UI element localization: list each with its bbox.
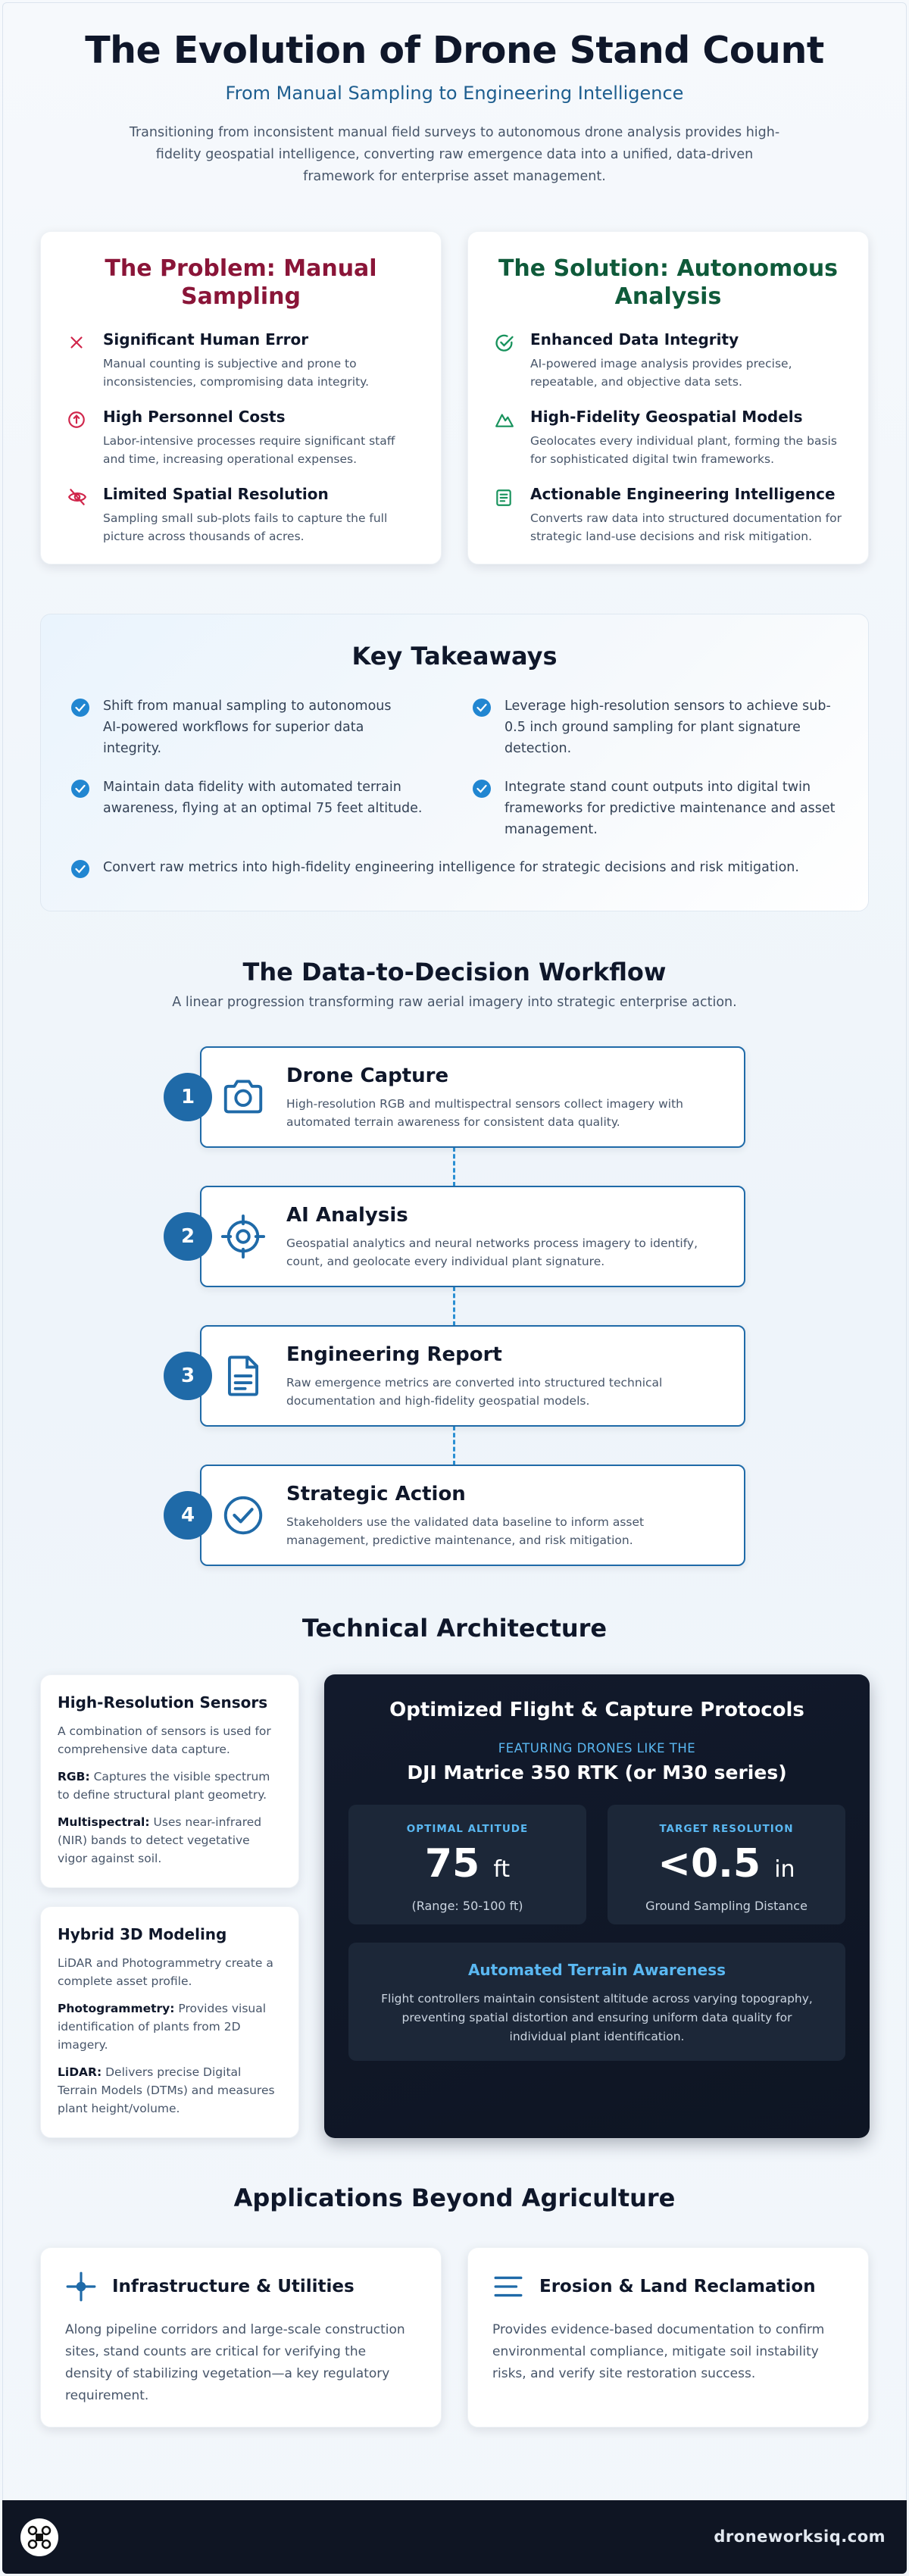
altitude-note: (Range: 50-100 ft) <box>411 1899 523 1913</box>
takeaway-item <box>71 857 844 878</box>
x-icon <box>67 330 89 391</box>
check-circle-icon <box>494 330 517 391</box>
solution-item-text: Geolocates every individual plant, forming the basis for sophisticated digital twin frameworks. <box>530 434 837 466</box>
resolution-note: Ground Sampling Distance <box>645 1899 807 1913</box>
workflow-step-text: Stakeholders use the validated data baseline to inform asset management, predictive maintenance, and risk mitigation. <box>286 1515 645 1547</box>
modeling-lidar: LiDAR: Delivers precise Digital Terrain Models (DTMs) and measures plant height/volume. <box>58 2065 275 2115</box>
takeaway-text: Leverage high-resolution sensors to achieve sub-0.5 inch ground sampling for plant signature detection. <box>504 699 831 756</box>
workflow-step-title: Strategic Action <box>286 1483 466 1505</box>
workflow-step-number: 3 <box>164 1352 212 1400</box>
problem-item <box>67 408 415 468</box>
check-circle-icon <box>220 1492 267 1539</box>
hero-header <box>0 29 909 188</box>
document-icon <box>494 485 517 546</box>
sensors-intro: A combination of sensors is used for comprehensive data capture. <box>58 1724 271 1756</box>
workflow-subtitle: A linear progression transforming raw aerial imagery into strategic enterprise action. <box>172 995 737 1010</box>
check-icon <box>71 780 89 798</box>
workflow-step-number: 2 <box>164 1212 212 1261</box>
problem-item-text: Labor-intensive processes require significant staff and time, increasing operational expenses. <box>103 434 395 466</box>
modeling-photogrammetry: Photogrammetry: Provides visual identification of plants from 2D imagery. <box>58 2002 267 2052</box>
mountain-icon <box>494 408 517 468</box>
takeaway-text: Integrate stand count outputs into digital twin frameworks for predictive maintenance and asset management. <box>504 780 836 837</box>
sensors-multispectral: Multispectral: Uses near-infrared (NIR) bands to detect vegetative vigor against soil. <box>58 1815 262 1865</box>
architecture-title: Technical Architecture <box>301 1614 608 1643</box>
solution-card <box>467 231 869 564</box>
page-intro: Transitioning from inconsistent manual field surveys to autonomous drone analysis provides high-fidelity geospatial intelligence, converting raw emergence data into a unified, data-driven framework for enterprise asset management. <box>129 125 780 184</box>
cost-icon <box>67 408 89 468</box>
solution-item-title: Actionable Engineering Intelligence <box>530 485 836 503</box>
takeaway-text: Shift from manual sampling to autonomous AI-powered workflows for superior data integrity. <box>103 699 392 756</box>
problem-item-title: High Personnel Costs <box>103 408 286 426</box>
brand-logo-icon[interactable] <box>20 2518 58 2556</box>
takeaway-text: Maintain data fidelity with automated terrain awareness, flying at an optimal 75 feet altitude. <box>103 780 423 816</box>
workflow-step <box>200 1325 745 1427</box>
flight-title: Optimized Flight & Capture Protocols <box>389 1699 804 1721</box>
altitude-label: OPTIMAL ALTITUDE <box>406 1823 529 1835</box>
problem-item-text: Manual counting is subjective and prone to inconsistencies, compromising data integrity. <box>103 357 370 389</box>
problem-item-text: Sampling small sub-plots fails to capture the full picture across thousands of acres. <box>103 511 388 543</box>
featuring-label: FEATURING DRONES LIKE THE <box>498 1741 696 1755</box>
workflow-step-number: 1 <box>164 1073 212 1121</box>
resolution-value: <0.5 in <box>658 1841 795 1887</box>
eye-off-icon <box>67 485 89 546</box>
page-subtitle: From Manual Sampling to Engineering Intelligence <box>225 83 684 104</box>
footer <box>2 2500 907 2574</box>
application-card <box>40 2247 442 2428</box>
solution-item <box>494 330 842 391</box>
takeaways-title: Key Takeaways <box>351 642 558 671</box>
applications-title: Applications Beyond Agriculture <box>233 2184 676 2212</box>
workflow-connector <box>453 1286 455 1326</box>
check-icon <box>71 699 89 717</box>
solution-item-text: Converts raw data into structured documentation for strategic land-use decisions and risk mitigation. <box>530 511 842 543</box>
terrain-title: Automated Terrain Awareness <box>467 1961 726 1979</box>
problem-title: The Problem: Manual Sampling <box>105 255 377 310</box>
check-icon <box>473 699 491 717</box>
modeling-card <box>40 1906 299 2138</box>
report-icon <box>220 1352 267 1399</box>
crosshair-icon <box>65 2271 97 2302</box>
takeaway-item <box>473 696 844 759</box>
solution-title: The Solution: Autonomous Analysis <box>498 255 839 310</box>
problem-item-title: Significant Human Error <box>103 330 309 349</box>
sensors-rgb: RGB: Captures the visible spectrum to define structural plant geometry. <box>58 1770 270 1802</box>
takeaway-item <box>71 777 427 819</box>
target-icon <box>220 1213 267 1260</box>
workflow-step <box>200 1046 745 1148</box>
drone-model: DJI Matrice 350 RTK (or M30 series) <box>407 1762 787 1784</box>
application-title: Infrastructure & Utilities <box>112 2277 355 2296</box>
footer-site-link[interactable]: droneworksiq.com <box>714 2528 886 2546</box>
altitude-stat <box>348 1805 586 1924</box>
check-icon <box>473 780 491 798</box>
solution-item <box>494 408 842 468</box>
sensors-title: High-Resolution Sensors <box>58 1693 268 1712</box>
problem-item <box>67 330 415 391</box>
resolution-label: TARGET RESOLUTION <box>659 1823 794 1835</box>
sensors-card <box>40 1674 299 1888</box>
resolution-stat <box>608 1805 845 1924</box>
key-takeaways <box>40 614 869 911</box>
workflow-step-number: 4 <box>164 1491 212 1540</box>
check-icon <box>71 860 89 878</box>
problem-item-title: Limited Spatial Resolution <box>103 485 329 503</box>
workflow-connector <box>453 1426 455 1465</box>
application-text: Along pipeline corridors and large-scale construction sites, stand counts are critical for verifying the density of stabilizing vegetation—a key regulatory requirement. <box>65 2322 405 2403</box>
workflow-step <box>200 1465 745 1566</box>
workflow-step-title: AI Analysis <box>286 1204 408 1227</box>
takeaway-item <box>473 777 844 840</box>
modeling-intro: LiDAR and Photogrammetry create a complete asset profile. <box>58 1956 273 1988</box>
modeling-title: Hybrid 3D Modeling <box>58 1925 227 1943</box>
takeaway-text: Convert raw metrics into high-fidelity engineering intelligence for strategic decisions and risk mitigation. <box>103 860 799 875</box>
terrain-text: Flight controllers maintain consistent altitude across varying topography, preventing spatial distortion and ensuring uniform data quality for individual plant identification. <box>381 1992 813 2043</box>
workflow-step-text: Geospatial analytics and neural networks process imagery to identify, count, and geolocate every individual plant signature. <box>286 1236 698 1268</box>
solution-item-text: AI-powered image analysis provides precise, repeatable, and objective data sets. <box>530 357 792 389</box>
problem-card <box>40 231 442 564</box>
problem-item <box>67 485 415 546</box>
page-title: The Evolution of Drone Stand Count <box>85 29 824 72</box>
altitude-value: 75 ft <box>424 1841 511 1887</box>
solution-item-title: High-Fidelity Geospatial Models <box>530 408 803 426</box>
workflow-connector <box>453 1147 455 1186</box>
application-card <box>467 2247 869 2428</box>
workflow-step-text: Raw emergence metrics are converted into structured technical documentation and high-fidelity geospatial models. <box>286 1376 663 1408</box>
application-text: Provides evidence-based documentation to confirm environmental compliance, mitigate soil instability risks, and verify site restoration success. <box>492 2322 825 2381</box>
workflow-step-text: High-resolution RGB and multispectral sensors collect imagery with automated terrain awareness for consistent data quality. <box>286 1097 683 1129</box>
application-title: Erosion & Land Reclamation <box>539 2277 816 2296</box>
terrain-awareness-box <box>348 1943 845 2061</box>
solution-item-title: Enhanced Data Integrity <box>530 330 739 349</box>
flight-protocols-panel <box>324 1674 870 2138</box>
solution-item <box>494 485 842 546</box>
workflow-title: The Data-to-Decision Workflow <box>242 958 667 986</box>
lines-icon <box>492 2271 524 2302</box>
camera-icon <box>220 1074 267 1121</box>
workflow-step-title: Engineering Report <box>286 1343 502 1366</box>
workflow-step-title: Drone Capture <box>286 1064 449 1087</box>
workflow-step <box>200 1186 745 1287</box>
takeaway-item <box>71 696 412 759</box>
